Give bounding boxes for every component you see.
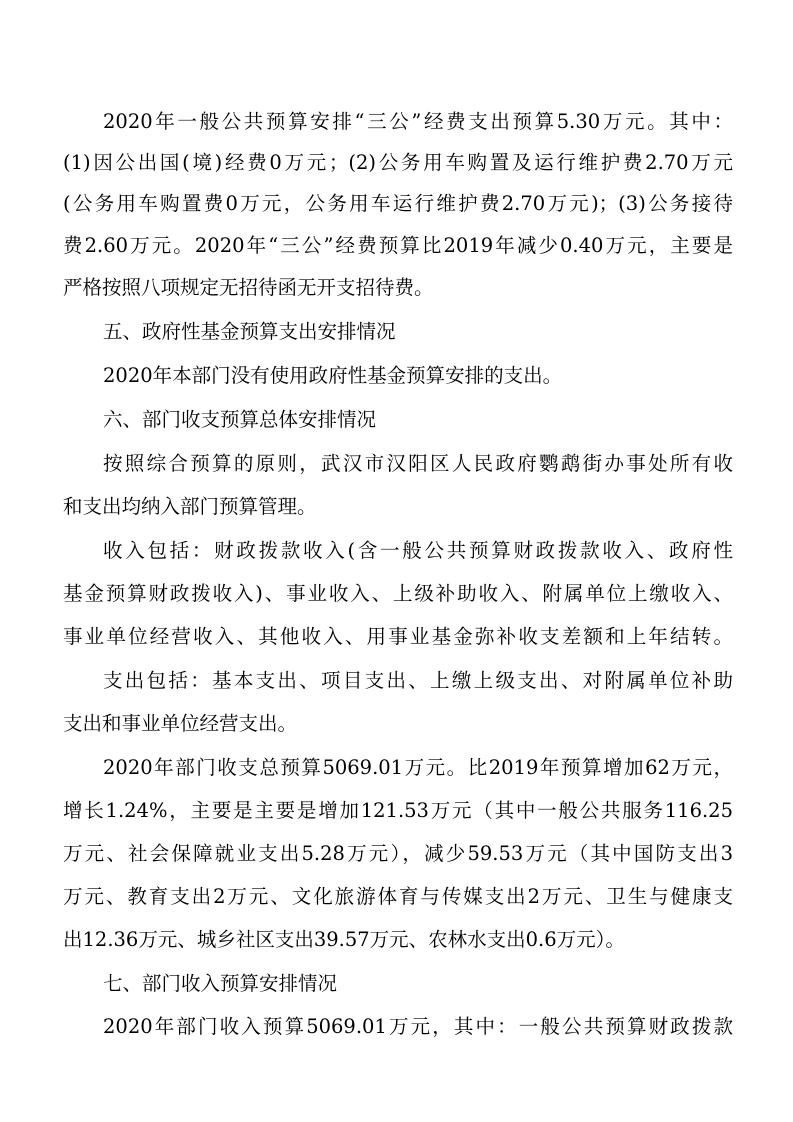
text-line: 万元、社会保障就业支出5.28万元），减少59.53万元（其中国防支出3 (63, 842, 733, 865)
text-line: 和支出均纳入部门预算管理。 (63, 495, 317, 518)
text-line: 严格按照八项规定无招待函无开支招待费。 (63, 276, 434, 299)
text-line: 费2.60万元。2020年“三公”经费预算比2019年减少0.40万元，主要是 (63, 234, 733, 257)
text-line: 出12.36万元、城乡社区支出39.57万元、农林水支出0.6万元）。 (63, 928, 625, 951)
text-line: 基金预算财政拨收入)、事业收入、上级补助收入、附属单位上缴收入、 (63, 582, 733, 605)
text-line: 按照综合预算的原则，武汉市汉阳区人民政府鹦鹉街办事处所有收 (103, 452, 733, 475)
text-line: 支出和事业单位经营支出。 (63, 712, 298, 735)
text-line: 2020年部门收入预算5069.01万元，其中：一般公共预算财政拨款 (103, 1015, 733, 1038)
text-line: 支出包括：基本支出、项目支出、上缴上级支出、对附属单位补助 (103, 669, 733, 692)
text-line: 收入包括：财政拨款收入(含一般公共预算财政拨款收入、政府性 (103, 539, 733, 562)
text-line: 2020年一般公共预算安排“三公”经费支出预算5.30万元。其中： (103, 110, 733, 133)
text-line: 增长1.24%，主要是主要是增加121.53万元（其中一般公共服务116.25 (63, 799, 733, 822)
section-heading: 六、部门收支预算总体安排情况 (103, 408, 377, 431)
text-line: 事业单位经营收入、其他收入、用事业基金弥补收支差额和上年结转。 (63, 625, 733, 648)
text-line: 2020年本部门没有使用政府性基金预算安排的支出。 (103, 364, 563, 387)
text-line: 万元、教育支出2万元、文化旅游体育与传媒支出2万元、卫生与健康支 (63, 885, 733, 908)
text-line: 2020年部门收支总预算5069.01万元。比2019年预算增加62万元， (103, 756, 733, 779)
text-line: (1)因公出国(境)经费0万元；(2)公务用车购置及运行维护费2.70万元 (63, 151, 733, 174)
section-heading: 七、部门收入预算安排情况 (103, 972, 338, 995)
text-line: (公务用车购置费0万元，公务用车运行维护费2.70万元)；(3)公务接待 (63, 192, 733, 215)
section-heading: 五、政府性基金预算支出安排情况 (103, 320, 396, 343)
